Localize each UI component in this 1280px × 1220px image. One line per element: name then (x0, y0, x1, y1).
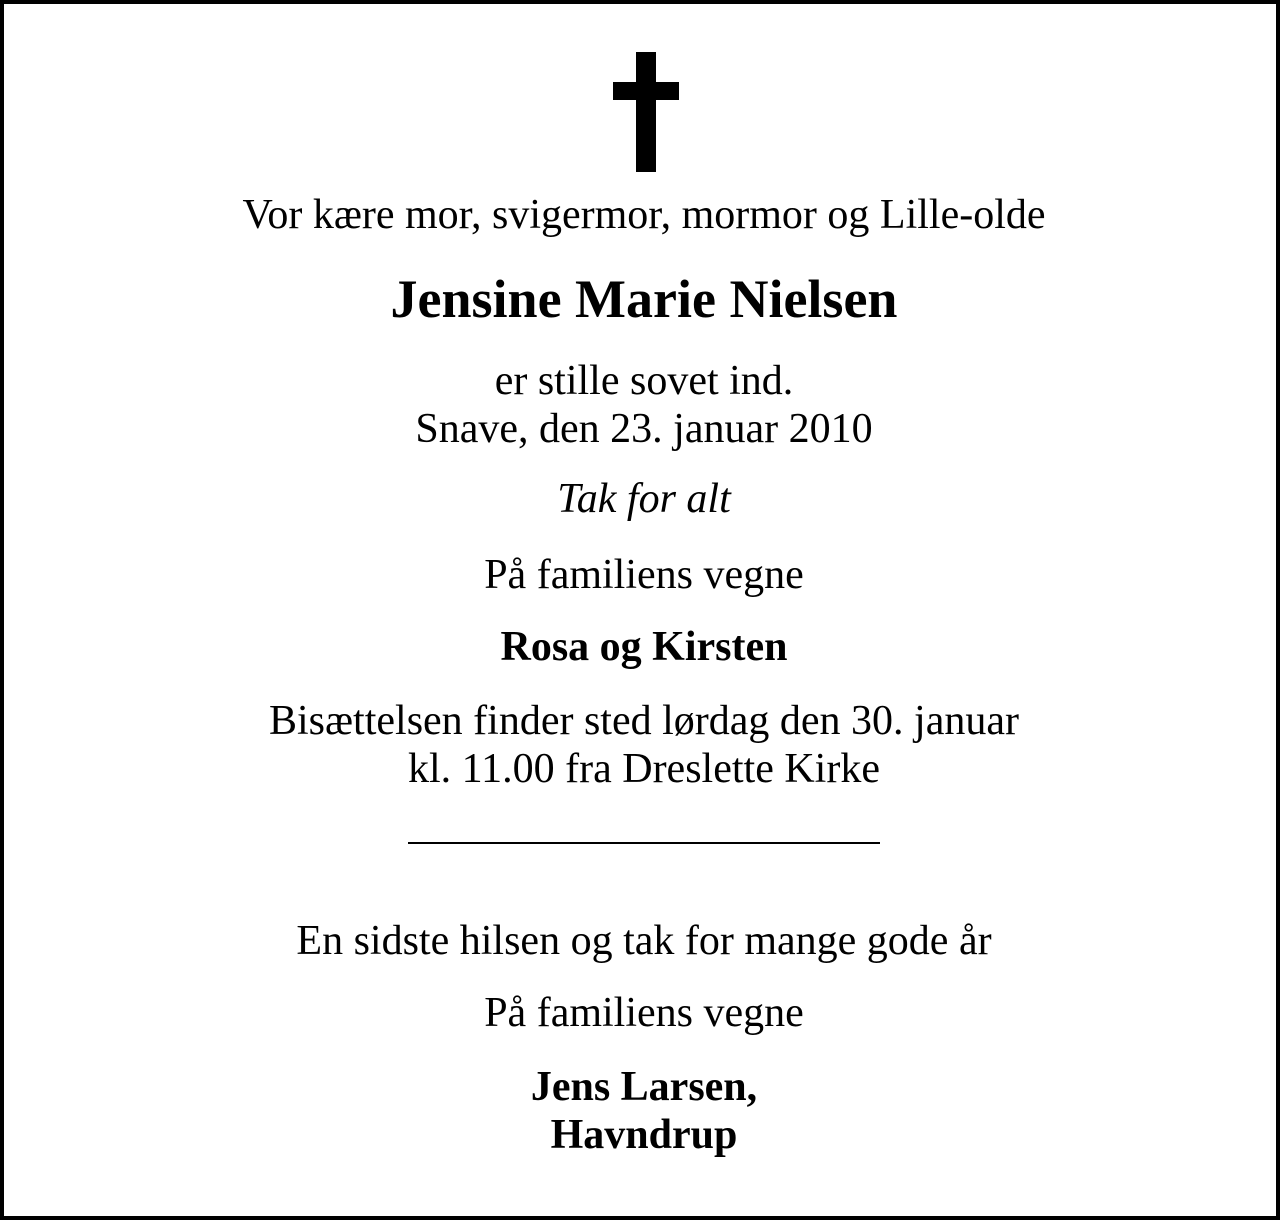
thanks-text: Tak for alt (557, 476, 731, 522)
divider (408, 842, 880, 844)
funeral-line-1: Bisættelsen finder sted lørdag den 30. januar (269, 698, 1019, 744)
on-behalf-text-1: På familiens vegne (484, 552, 804, 598)
deceased-name: Jensine Marie Nielsen (390, 269, 898, 329)
announcement-line-1: er stille sovet ind. (494, 358, 794, 404)
signer-2-name: Jens Larsen, (530, 1064, 758, 1110)
signer-2-place: Havndrup (550, 1112, 738, 1158)
on-behalf-text-2: På familiens vegne (484, 990, 804, 1036)
announcement-line-2: Snave, den 23. januar 2010 (415, 406, 873, 452)
funeral-line-2: kl. 11.00 fra Dreslette Kirke (408, 746, 880, 792)
farewell-text: En sidste hilsen og tak for mange gode år (296, 918, 992, 964)
cross-icon (613, 52, 679, 172)
signers-1: Rosa og Kirsten (500, 624, 788, 670)
intro-text: Vor kære mor, svigermor, mormor og Lille-olde (242, 192, 1046, 238)
